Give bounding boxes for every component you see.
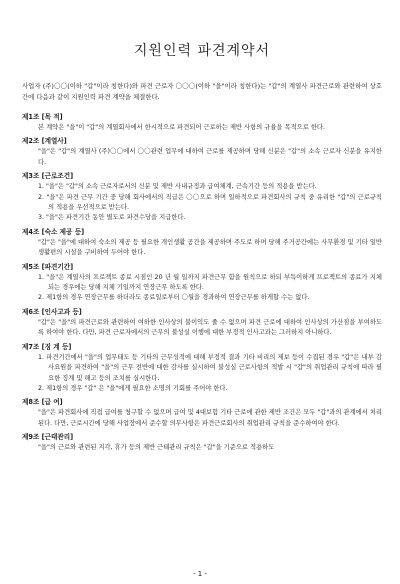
article-item-list [38, 273, 382, 304]
article-item: 1. "을"은 계열사의 프로젝트 종료 시점인 20 년 월 일까지 파견근무 함을 원칙으로 하되 부득이하게 프로젝트의 종료가 지체되는 경우에는 당해 지체 기일까지 연장근무 하도록 한다. [38, 273, 382, 292]
article-2 [22, 136, 382, 168]
article-6 [22, 307, 382, 339]
article-item: 2. 제1항의 경우 연장근무를 하더라도 종료일로부터 〇월을 경과하여 연장근무를 하게할 수는 없다. [38, 294, 310, 302]
article-7 [22, 342, 382, 395]
article-heading: 제1조 [목 적] [22, 113, 63, 121]
article-item: 2. "을"은 파견 근무 기간 중 당해 회사에서의 직급은 〇〇으로 하며 일하적으로 파견회사의 규칙 중 유리한 "갑"의 근로규칙의 적용을 우선적으로 받는다. [38, 193, 382, 212]
article-heading: 제3조 [근로조건] [22, 172, 74, 181]
article-paragraph: "을"은 파견회사에 직접 급여를 청구할 수 없으며 급여 및 4대보험 기타 근로에 관한 제반 조건은 모두 "갑"과의 관계에서 처리된다. 다만, 근로시간에 당해 사업장에서 준수할 의무사항은 파견근로회사의 취업관리 규칙을 준수하여야 한다. [38, 409, 382, 427]
article-heading: 제2조 [계열사] [22, 137, 67, 146]
article-item: 3. "을"은 파견기간 동안 별도로 파견수당을 지급한다. [38, 214, 186, 222]
page-number: - 1 - [193, 570, 207, 578]
article-heading: 제9조 [근태관리] [22, 433, 74, 442]
article-heading: 제8조 [급 여] [22, 398, 63, 407]
article-1 [22, 112, 382, 133]
article-heading: 제5조 [파견기간] [22, 262, 74, 271]
article-heading: 제4조 [숙소 제공 등] [22, 227, 85, 236]
article-5 [22, 262, 382, 304]
article-item-list [38, 182, 382, 224]
article-paragraph: "갑"은 "을"의 파견근로와 관련하여 여하한 인사상의 불이익도 줄 수 없으며 파견 근로에 대하여 인사상의 가산점을 부여하도록 하여야 한다. 다만, 파견 근로자에서의 근무의 불성실 이행에 대한 부정적 인사고과는 그러하지 아니하다. [38, 318, 382, 337]
article-heading: 제7조 [징 계 등] [22, 342, 72, 351]
article-item: 1. 파견기간에서 "을"의 업무태도 등 기타의 근무성적에 대해 부정적 결과 기타 비리의 제보 등이 수집된 경우 "갑"은 내부 감사요원을 파견하여 "을"의 근무 전반에 대한 감사를 실시하여 불성실 근로사항의 적발 시 "갑"의 취업관리 규칙에 따라 필요한 징계 및 해고 등의 조치를 실시한다. [38, 353, 382, 382]
article-paragraph: 본 계약은 "을"이 "갑"의 계열회사에서 한시적으로 파견되어 근로하는 제반 사항의 규율을 목적으로 한다. [38, 124, 326, 131]
article-4 [22, 227, 382, 259]
document-title: 지원인력 파견계약서 [133, 43, 271, 59]
article-heading: 제6조 [인사고과 등] [22, 307, 82, 316]
article-item-list [38, 353, 382, 395]
article-paragraph: "갑"은 "을"에 대하여 숙소의 제공 등 필요한 개인생활 공간을 제공하며 주도로 하며 당해 주거공간에는 사무환경 및 기타 일반 생활편의 시설을 구비하여 두어야 한다. [38, 238, 382, 257]
article-9 [22, 432, 382, 453]
article-8 [22, 397, 382, 429]
article-3 [22, 171, 382, 224]
article-item: 1. "을"은 "갑"의 소속 근로자로서의 신분 및 제반 사내규정과 급여체계, 근속기간 등의 적용을 받는다. [38, 183, 317, 191]
article-paragraph: "을"의 근로와 관련된 지각, 휴가 등의 제반 근태관리 규칙은 "갑"을 기준으로 적용하도 [38, 444, 275, 452]
article-item: 2. 제1항의 경우 "갑" 은 "을"에게 필요한 소명의 기회를 주어야 한다. [38, 384, 228, 392]
articles-container [22, 112, 382, 454]
document-intro: 사업자 (주)〇〇(이하 "갑"이라 칭한다)와 파견 근로자 〇〇〇(이하 "을"이라 칭한다)는 "갑"의 계열사 파견근로와 관련하여 상호간에 다음과 같이 지원인력 파견 계약을 체결한다. [22, 82, 382, 101]
article-paragraph: "을"은 "갑"의 계열사 (주)〇〇에서 〇〇관련 업무에 대하여 근로를 제공하며 당해 신분은 "갑"의 소속 근로자 신분을 유지한다. [38, 148, 382, 166]
